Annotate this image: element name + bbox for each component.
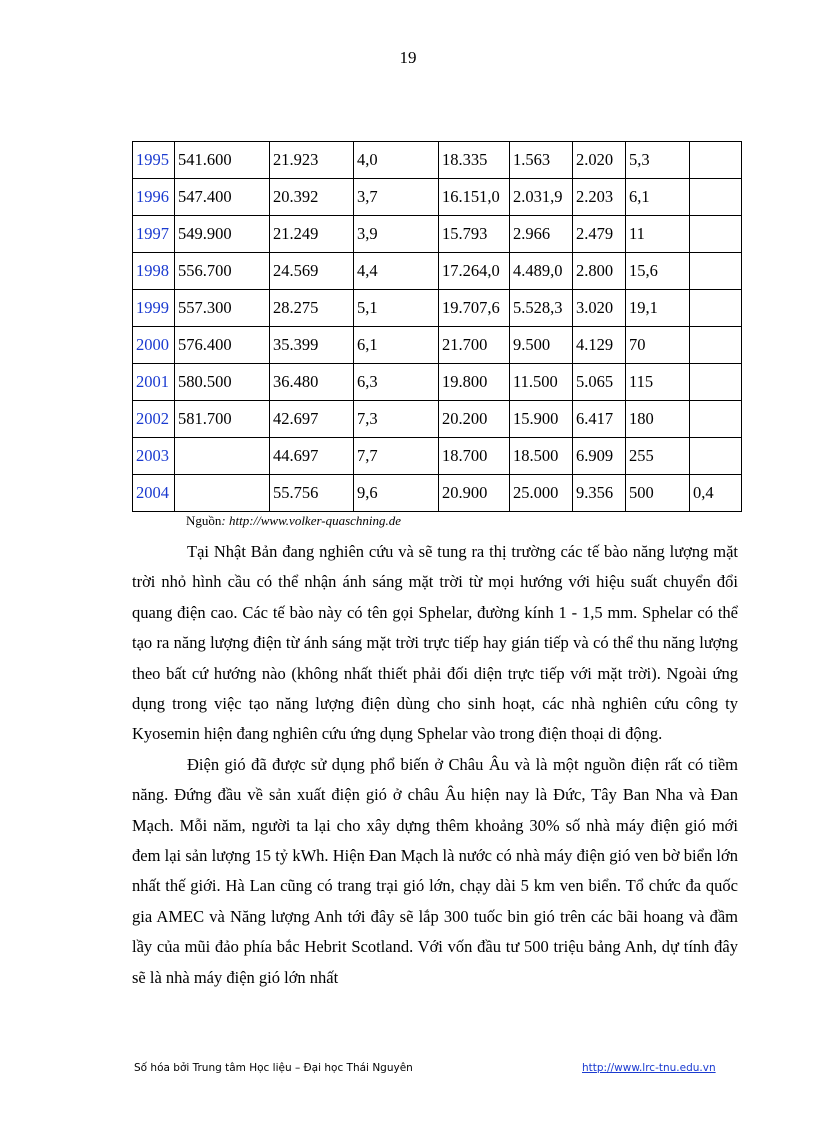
table-row: [133, 401, 742, 438]
year-cell[interactable]: 2004: [133, 475, 175, 512]
year-cell[interactable]: 1997: [133, 216, 175, 253]
table-cell: [690, 179, 742, 216]
table-cell: 17.264,0: [439, 253, 510, 290]
table-cell: 19,1: [626, 290, 690, 327]
table-cell: 2.800: [573, 253, 626, 290]
table-cell: 21.700: [439, 327, 510, 364]
year-cell[interactable]: 2001: [133, 364, 175, 401]
year-cell[interactable]: 2002: [133, 401, 175, 438]
table-row: [133, 290, 742, 327]
table-cell: 20.392: [270, 179, 354, 216]
paragraph-sphelar: Tại Nhật Bản đang nghiên cứu và sẽ tung ra thị trường các tế bào năng lượng mặt trời nhỏ hình cầu có thể nhận ánh sáng mặt trời từ mọi hướng với hiệu suất chuyển đổi quang điện cao. Các tế bào này có tên gọi Sphelar, đường kính 1 - 1,5 mm. Sphelar có thể tạo ra năng lượng điện từ ánh sáng mặt trời trực tiếp hay gián tiếp và có thể thu năng lượng theo bất cứ hướng nào (không nhất thiết phải đối diện trực tiếp với mặt trời). Ngoài ứng dụng trong việc tạo năng lượng điện dùng cho sinh hoạt, các nhà nghiên cứu công ty Kyosemin hiện đang nghiên cứu ứng dụng Sphelar vào trong điện thoại di động.: [132, 542, 738, 744]
table-cell: 5,3: [626, 142, 690, 179]
table-cell: 18.700: [439, 438, 510, 475]
table-cell: 6.417: [573, 401, 626, 438]
table-cell: 2.031,9: [510, 179, 573, 216]
table-cell: 3,7: [354, 179, 439, 216]
table-cell: [690, 327, 742, 364]
table-cell: 500: [626, 475, 690, 512]
table-cell: 21.923: [270, 142, 354, 179]
data-table: [132, 141, 742, 512]
table-cell: 0,4: [690, 475, 742, 512]
table-cell: [690, 253, 742, 290]
table-row: [133, 327, 742, 364]
table-cell: 547.400: [175, 179, 270, 216]
table-cell: 24.569: [270, 253, 354, 290]
table-cell: 4,4: [354, 253, 439, 290]
table-row: [133, 216, 742, 253]
table-row: [133, 438, 742, 475]
table-cell: 20.900: [439, 475, 510, 512]
footer-credit: Số hóa bởi Trung tâm Học liệu – Đại học Thái Nguyên: [134, 1062, 413, 1074]
table-cell: 25.000: [510, 475, 573, 512]
table-cell: 18.500: [510, 438, 573, 475]
table-cell: 19.707,6: [439, 290, 510, 327]
table-cell: 115: [626, 364, 690, 401]
table-row: [133, 253, 742, 290]
table-cell: [690, 290, 742, 327]
paragraph-wind-power: Điện gió đã được sử dụng phổ biến ở Châu Âu và là một nguồn điện rất có tiềm năng. Đứng đầu về sản xuất điện gió ở châu Âu hiện nay là Đức, Tây Ban Nha và Đan Mạch. Mỗi năm, người ta lại cho xây dựng thêm khoảng 30% số nhà máy điện gió mới đem lại sản lượng 15 tỷ kWh. Hiện Đan Mạch là nước có nhà máy điện gió ven bờ biển lớn nhất thế giới. Hà Lan cũng có trang trại gió lớn, chạy dài 5 km ven biển. Tổ chức đa quốc gia AMEC và Năng lượng Anh tới đây sẽ lắp 300 tuốc bin gió trên các bãi hoang và đầm lầy của mũi đảo phía bắc Hebrit Scotland. Với vốn đầu tư 500 triệu bảng Anh, dự tính đây sẽ là nhà máy điện gió lớn nhất: [132, 754, 738, 987]
table-cell: 36.480: [270, 364, 354, 401]
table-cell: 9,6: [354, 475, 439, 512]
table-cell: 5.528,3: [510, 290, 573, 327]
source-label: Nguồn: [186, 513, 222, 528]
table-cell: 4.489,0: [510, 253, 573, 290]
table-cell: 255: [626, 438, 690, 475]
table-cell: 2.479: [573, 216, 626, 253]
table-cell: 15.900: [510, 401, 573, 438]
table-cell: 580.500: [175, 364, 270, 401]
table-cell: [175, 438, 270, 475]
table-cell: 6,1: [354, 327, 439, 364]
table-cell: 42.697: [270, 401, 354, 438]
table-cell: 541.600: [175, 142, 270, 179]
table-body: [133, 142, 742, 512]
table-cell: 3.020: [573, 290, 626, 327]
year-cell[interactable]: 1998: [133, 253, 175, 290]
table-cell: 5.065: [573, 364, 626, 401]
table-cell: [690, 216, 742, 253]
table-cell: 557.300: [175, 290, 270, 327]
table-row: [133, 142, 742, 179]
table-cell: 1.563: [510, 142, 573, 179]
table-cell: 16.151,0: [439, 179, 510, 216]
table-cell: 28.275: [270, 290, 354, 327]
year-cell[interactable]: 1996: [133, 179, 175, 216]
table-cell: 20.200: [439, 401, 510, 438]
table-cell: 2.203: [573, 179, 626, 216]
table-row: [133, 475, 742, 512]
table-cell: 55.756: [270, 475, 354, 512]
table-cell: 6.909: [573, 438, 626, 475]
table-cell: 15,6: [626, 253, 690, 290]
table-cell: 9.500: [510, 327, 573, 364]
table-row: [133, 179, 742, 216]
year-cell[interactable]: 2003: [133, 438, 175, 475]
page-number: 19: [399, 48, 417, 67]
table-cell: 2.966: [510, 216, 573, 253]
table-cell: 2.020: [573, 142, 626, 179]
table-cell: 5,1: [354, 290, 439, 327]
source-url[interactable]: : http://www.volker-quaschning.de: [221, 513, 402, 528]
table-cell: 11: [626, 216, 690, 253]
table-cell: 19.800: [439, 364, 510, 401]
table-row: [133, 364, 742, 401]
table-cell: [175, 475, 270, 512]
year-cell[interactable]: 1999: [133, 290, 175, 327]
table-cell: 4.129: [573, 327, 626, 364]
table-cell: 180: [626, 401, 690, 438]
table-cell: 9.356: [573, 475, 626, 512]
table-cell: 70: [626, 327, 690, 364]
table-cell: 6,1: [626, 179, 690, 216]
table-cell: 18.335: [439, 142, 510, 179]
source-note: [186, 513, 401, 529]
table-cell: 576.400: [175, 327, 270, 364]
table-cell: 549.900: [175, 216, 270, 253]
table-cell: [690, 438, 742, 475]
year-cell[interactable]: 1995: [133, 142, 175, 179]
table-cell: 581.700: [175, 401, 270, 438]
table-cell: 7,3: [354, 401, 439, 438]
table-cell: 11.500: [510, 364, 573, 401]
table-cell: 556.700: [175, 253, 270, 290]
table-cell: [690, 142, 742, 179]
table-cell: 7,7: [354, 438, 439, 475]
table-cell: 35.399: [270, 327, 354, 364]
table-cell: 6,3: [354, 364, 439, 401]
table-cell: 44.697: [270, 438, 354, 475]
table-cell: 3,9: [354, 216, 439, 253]
footer-link[interactable]: http://www.lrc-tnu.edu.vn: [582, 1062, 716, 1074]
table-cell: 21.249: [270, 216, 354, 253]
table-cell: [690, 364, 742, 401]
body-text: [132, 537, 738, 993]
year-cell[interactable]: 2000: [133, 327, 175, 364]
table-cell: 4,0: [354, 142, 439, 179]
table-cell: [690, 401, 742, 438]
table-cell: 15.793: [439, 216, 510, 253]
